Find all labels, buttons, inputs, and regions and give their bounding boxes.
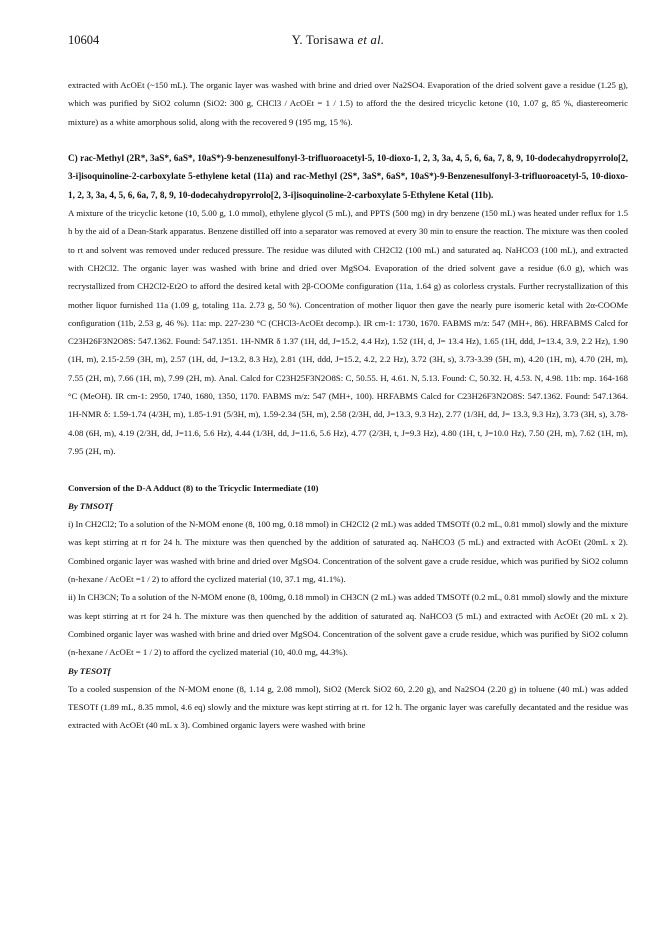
subheading-tmsotf: By TMSOTf: [68, 500, 113, 511]
para-tesotf: To a cooled suspension of the N-MOM enone (8, 1.14 g, 2.08 mmol), SiO2 (Merck SiO2 60, 2.20 g), and Na2SO4 (2.20 g) in toluene (40 mL) was added TESOTf (1.89 mL, 8.35 mmol, 4.6 eq) slowly and the mixture was kept stirring at rt. for 12 h. The organic layer was carefully decantated and the residue was extracted with AcOEt (40 mL x 3). Combined organic layers were washed with brine: [68, 683, 628, 731]
para-tmsotf-ch2cl2: i) In CH2Cl2; To a solution of the N-MOM enone (8, 100 mg, 0.18 mmol) in CH2Cl2 (2 mL) was added TMSOTf (0.2 mL, 0.81 mmol) slowly and the mixture was kept stirring at rt for 24 h. The mixture was then quenched by the addition of saturated aq. NaHCO3 (5 mL) and extracted with AcOEt (20mL x 2). Combined organic layer was washed with brine and dried over MgSO4. Concentration of the solvent gave a crude residue, which was purified by SiO2 column (n-hexane / AcOEt =1 / 2) to afford the cyclized material (10, 37.1 mg, 41.1%).: [68, 519, 628, 585]
running-head: [68, 33, 608, 48]
running-head-etal: et al.: [357, 33, 385, 47]
para-c-procedure: A mixture of the tricyclic ketone (10, 5.00 g, 1.0 mmol), ethylene glycol (5 mL), and PPTS (500 mg) in dry benzene (150 mL) was heated under reflux for 1.5 h by the aid of a Dean-Stark apparatus. Benzene distilled off into a separator was removed at every 30 min to ensure the reaction. The mixture was then cooled to rt and solvent was removed under reduced pressure. The residue was diluted with CH2Cl2 (100 mL) and saturated aq. NaHCO3 (100 mL), and extracted with CH2Cl2. The organic layer was washed with brine and dried over MgSO4. Evaporation of the dried solvent gave a residue (6.0 g), which was recrystallized from CH2Cl2-Et2O to afford the desired ketal with 2β-COOMe configuration (11a, 1.64 g) as colorless crystals. Further recrystallization of this mother liquor furnished 11a (1.09 g, totaling 11a. 2.73 g, 50 %). Concentration of mother liquor then gave the nearly pure isomeric ketal with 2α-COOMe configuration (11b, 2.53 g, 46 %). 11a: mp. 227-230 °C (CHCl3-AcOEt decomp.). IR cm-1: 1730, 1670. FABMS m/z: 547 (MH+, 86). HRFABMS Calcd for C23H26F3N2O8S: 547.1362. Found: 547.1351. 1H-NMR δ 1.37 (1H, dd, J=15.2, 4.4 Hz), 1.52 (1H, d, J= 13.4 Hz), 1.65 (1H, ddd, J=13.4, 3.9, 2.2 Hz), 1.90 (1H, m), 2.15-2.59 (3H, m), 2.57 (1H, dd, J=13.2, 8.3 Hz), 2.81 (1H, ddd, J=15.2, 4.2, 2.2 Hz), 3.72 (3H, s), 3.73-3.39 (5H, m), 4.20 (1H, m), 4.70 (2H, m), 7.55 (2H, m), 7.66 (1H, m), 7.99 (2H, m). Anal. Calcd for C23H25F3N2O8S: C, 50.55. H, 4.61. N, 5.13. Found: C, 50.32. H, 4.53. N, 4.98. 11b: mp. 164-168 °C (MeOH). IR cm-1: 2950, 1740, 1680, 1350, 1170. FABMS m/z: 547 (MH+, 100). HRFABMS Calcd for C23H26F3N2O8S: 547.1362. Found: 547.1364. 1H-NMR δ: 1.59-1.74 (4/3H, m), 1.85-1.91 (5/3H, m), 1.59-2.34 (5H, m), 2.58 (2/3H, dd, J=13.3, 9.3 Hz), 2.77 (1/3H, dd, J= 13.3, 9.3 Hz), 3.73 (3H, s), 3.78-4.08 (6H, m), 4.19 (2/3H, dd, J=11.6, 5.6 Hz), 4.44 (1/3H, dd, J=11.6, 5.6 Hz), 4.77 (2/3H, t, J=9.3 Hz), 4.80 (1H, t, J=10.0 Hz), 7.50 (2H, m), 7.62 (1H, m), 7.95 (2H, m).: [68, 208, 628, 456]
section-c-title: C) rac-Methyl (2R*, 3aS*, 6aS*, 10aS*)-9-benzenesulfonyl-3-trifluoroacetyl-5, 10-dioxo-1, 2, 3, 3a, 4, 5, 6, 6a, 7, 8, 9, 10-dodecahydropyrrolo[2, 3-i]isoquinoline-2-carboxylate 5-ethylene ketal (11a) and rac-Methyl (2S*, 3aS*, 6aS*, 10aS*)-9-Benzenesulfonyl-3-trifluoroacetyl-5, 10-dioxo-1, 2, 3, 3a, 4, 5, 6, 6a, 7, 8, 9, 10-dodecahydropyrrolo[2, 3-i]isoquinoline-2-carboxylate 5-Ethylene Ketal (11b).: [68, 153, 628, 200]
running-head-author: Y. Torisawa: [291, 33, 355, 47]
para-tmsotf-ch3cn: ii) In CH3CN; To a solution of the N-MOM enone (8, 100mg, 0.18 mmol) in CH3CN (2 mL) was added TMSOTf (0.2 mL, 0.81 mmol) slowly and the mixture was kept stirring at rt for 24 h. The mixture was then quenched by the addition of saturated aq. NaHCO3 (5 mL) and extracted with AcOEt (20 mL x 2). Combined organic layer was washed with brine and dried over MgSO4. Concentration of the solvent gave a crude residue, which was purified by SiO2 column (n-hexane / AcOEt = 1 / 2) to afford the cyclized material (10, 40.0 mg, 44.3%).: [68, 592, 628, 658]
subheading-tesotf: By TESOTf: [68, 665, 111, 676]
para-carryover: extracted with AcOEt (~150 mL). The organic layer was washed with brine and dried over Na2SO4. Evaporation of the dried solvent gave a residue (1.25 g), which was purified by SiO2 column (SiO2: 300 g, CHCl3 / AcOEt = 1 / 1.5) to afford the the desired tricyclic ketone (10, 1.07 g, 85 %, diastereomeric mixture) as a white amorphous solid, along with the recovered 9 (195 mg, 15 %).: [68, 80, 628, 127]
page-number: 10604: [68, 33, 100, 47]
section-conversion-title: Conversion of the D-A Adduct (8) to the Tricyclic Intermediate (10): [68, 482, 319, 493]
page-body: [68, 76, 628, 735]
page-header: [68, 33, 608, 51]
